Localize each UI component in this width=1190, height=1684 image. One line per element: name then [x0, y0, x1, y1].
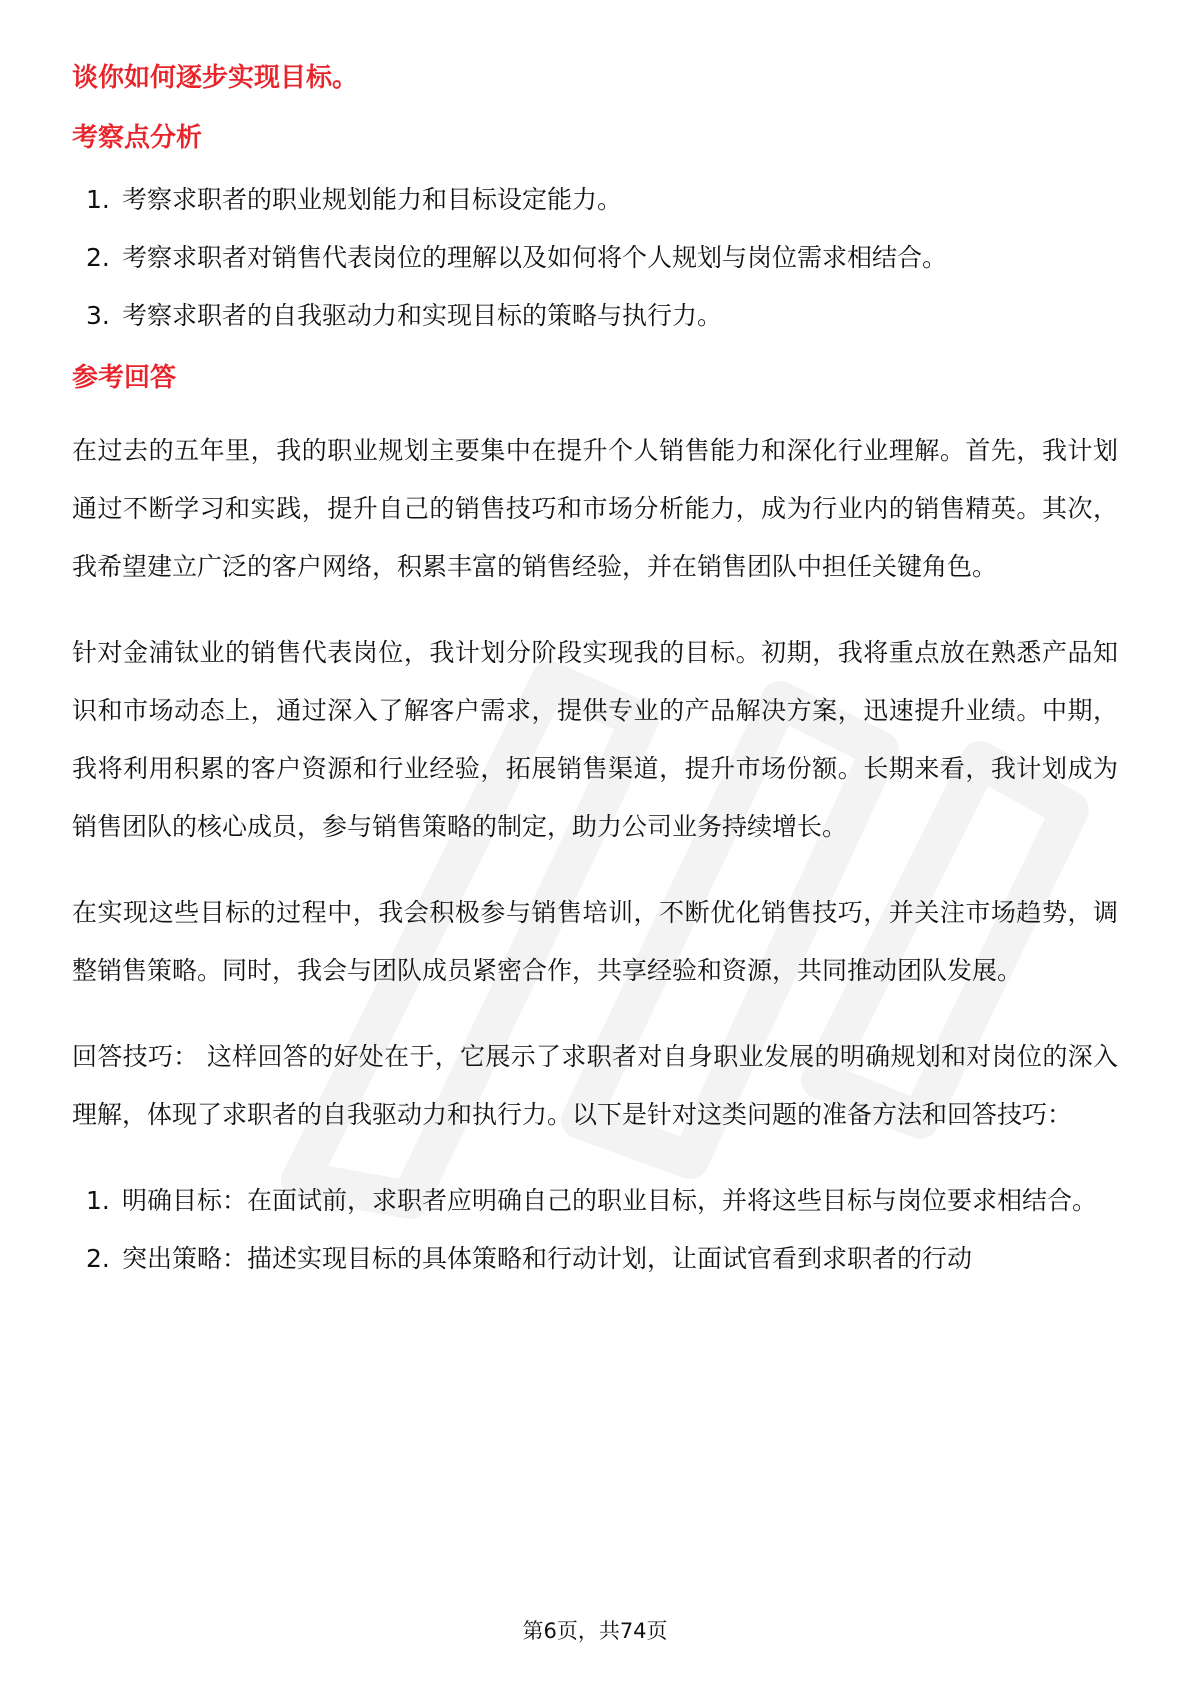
answer-paragraph: 在过去的五年里，我的职业规划主要集中在提升个人销售能力和深化行业理解。首先，我计划通过不断学习和实践，提升自己的销售技巧和市场分析能力，成为行业内的销售精英。其次，我希望建立广泛的客户网络，积累丰富的销售经验，并在销售团队中担任关键角色。 — [72, 436, 1118, 581]
list-text: 考察求职者的职业规划能力和目标设定能力。 — [122, 185, 623, 214]
tips-list — [72, 1172, 1118, 1288]
list-item — [72, 180, 1118, 220]
answer-paragraph: 针对金浦钛业的销售代表岗位，我计划分阶段实现我的目标。初期，我将重点放在熟悉产品知识和市场动态上，通过深入了解客户需求，提供专业的产品解决方案，迅速提升业绩。中期，我将利用积累的客户资源和行业经验，拓展销售渠道，提升市场份额。长期来看，我计划成为销售团队的核心成员，参与销售策略的制定，助力公司业务持续增长。 — [72, 638, 1118, 841]
list-number: 1. — [86, 185, 110, 214]
page-footer: 第6页，共74页 — [522, 1619, 668, 1643]
list-text: 考察求职者对销售代表岗位的理解以及如何将个人规划与岗位需求相结合。 — [122, 243, 948, 272]
list-text: 明确目标：在面试前，求职者应明确自己的职业目标，并将这些目标与岗位要求相结合。 — [122, 1186, 1098, 1215]
list-text: 突出策略：描述实现目标的具体策略和行动计划，让面试官看到求职者的行动 — [122, 1244, 973, 1273]
list-number: 1. — [86, 1186, 110, 1215]
document-content — [72, 58, 1118, 1288]
list-item — [72, 296, 1118, 336]
answer-paragraph: 在实现这些目标的过程中，我会积极参与销售培训，不断优化销售技巧，并关注市场趋势，调整销售策略。同时，我会与团队成员紧密合作，共享经验和资源，共同推动团队发展。 — [72, 898, 1118, 985]
analysis-list — [72, 180, 1118, 336]
list-number: 2. — [86, 1244, 110, 1273]
section-heading-analysis: 考察点分析 — [72, 123, 203, 153]
list-number: 2. — [86, 243, 110, 272]
list-number: 3. — [86, 301, 110, 330]
answer-tips-paragraph: 回答技巧： 这样回答的好处在于，它展示了求职者对自身职业发展的明确规划和对岗位的深入理解，体现了求职者的自我驱动力和执行力。以下是针对这类问题的准备方法和回答技巧： — [72, 1042, 1118, 1129]
list-item — [72, 1230, 1118, 1288]
question-title: 谈你如何逐步实现目标。 — [72, 63, 359, 93]
list-text: 考察求职者的自我驱动力和实现目标的策略与执行力。 — [122, 301, 723, 330]
section-heading-answer: 参考回答 — [72, 363, 177, 393]
list-item — [72, 238, 1118, 278]
list-item — [72, 1172, 1118, 1230]
